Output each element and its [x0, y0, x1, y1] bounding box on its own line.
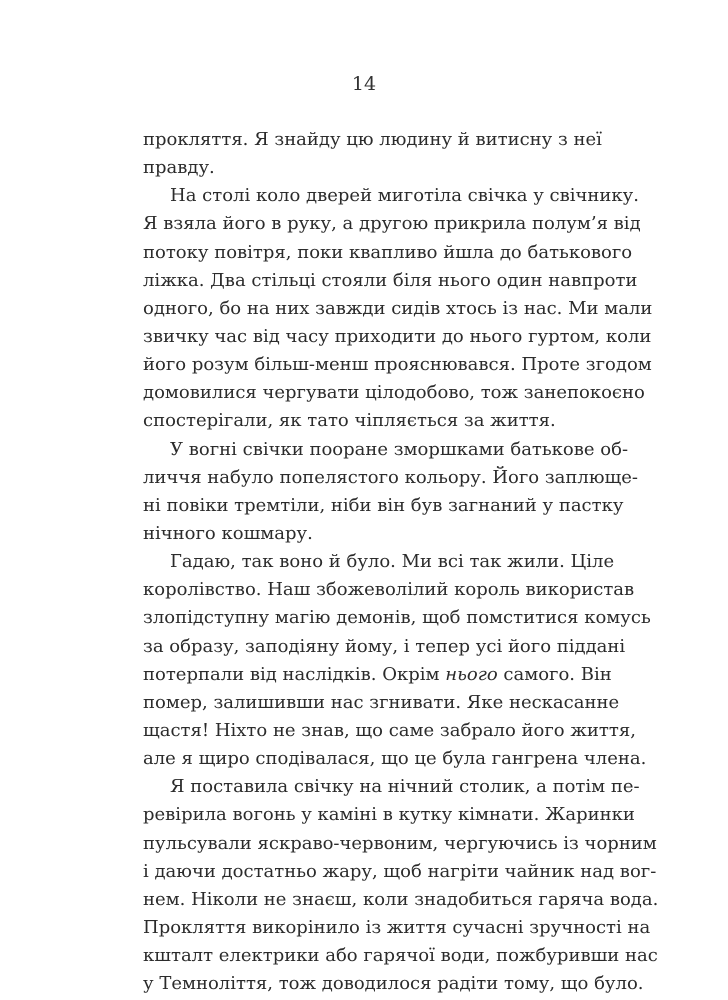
text-line: у Темноліття, тож доводилося радіти тому, що було. [143, 973, 644, 995]
text-line: нем. Ніколи не знаєш, коли знадобиться гаряча вода. [143, 888, 659, 910]
text-line: прокляття. Я знайду цю людину й витисну з неї [143, 129, 602, 150]
page-number: 14 [351, 73, 377, 95]
paragraph [143, 126, 602, 182]
text-line: помер, залишивши нас згнивати. Яке нескасанне [143, 691, 620, 713]
text-line: потоку повітря, поки квапливо йшла до батькового [143, 241, 633, 263]
text-line: У вогні свічки пооране зморшками батькове об- [170, 438, 629, 460]
text-line: але я щиро сподівалася, що це була гангрена члена. [143, 748, 647, 770]
text-line: злопідступну магію демонів, щоб помститися комусь [143, 607, 651, 629]
paragraph [143, 436, 638, 549]
text-line: ліжка. Два стільці стояли біля нього один навпроти [143, 269, 638, 291]
text-line: королівство. Наш збожеволілий король використав [143, 579, 635, 601]
text-line: пульсували яскраво-червоним, чергуючись із чорним [143, 832, 657, 854]
text-line: Я взяла його в руку, а другою прикрила полум’я від [143, 213, 641, 235]
text-line: личчя набуло попелястого кольору. Його заплющe- [143, 466, 638, 488]
paragraph [143, 548, 651, 773]
text-run: самого. Він [497, 663, 612, 685]
text-line [143, 661, 612, 689]
text-line: за образу, заподіяну йому, і тепер усі його піддані [143, 635, 626, 657]
text-line: спостерігали, як тато чіпляється за життя. [143, 410, 556, 432]
text-run: потерпали від наслідків. Окрім [143, 663, 446, 685]
text-line: ні повіки тремтіли, ніби він був загнаний у пастку [143, 494, 624, 516]
text-line: і даючи достатньо жару, щоб нагріти чайник над вог- [143, 860, 657, 882]
text-line: щастя! Ніхто не знав, що саме забрало його життя, [143, 719, 636, 741]
text-line: домовилися чергувати цілодобово, тож занепокоєно [143, 382, 645, 404]
text-line: кшталт електрики або гарячої води, пожбуривши нас [143, 945, 658, 967]
text-line: Я поставила свічку на нічний столик, а потім пе- [170, 776, 640, 798]
text-line: звичку час від часу приходити до нього гуртом, коли [143, 325, 652, 347]
text-line: його розум більш-менш прояснювався. Проте згодом [143, 354, 652, 376]
paragraph [143, 773, 659, 998]
text-line: ревірила вогонь у каміні в кутку кімнати. Жаринки [143, 804, 635, 826]
text-line: На столі коло дверей миготіла свічка у свічнику. [170, 185, 639, 207]
text-line: Прокляття викорінило із життя сучасні зручності на [143, 916, 651, 938]
text-line: одного, бо на них завжди сидів хтось із нас. Ми мали [143, 297, 653, 319]
body-text [143, 126, 659, 998]
text-line: Гадаю, так воно й було. Ми всі так жили. Ціле [170, 551, 615, 573]
text-line: нічного кошмару. [143, 522, 313, 544]
paragraph [143, 182, 653, 435]
emphasis-word: нього [445, 663, 498, 685]
text-line: правду. [143, 157, 215, 179]
